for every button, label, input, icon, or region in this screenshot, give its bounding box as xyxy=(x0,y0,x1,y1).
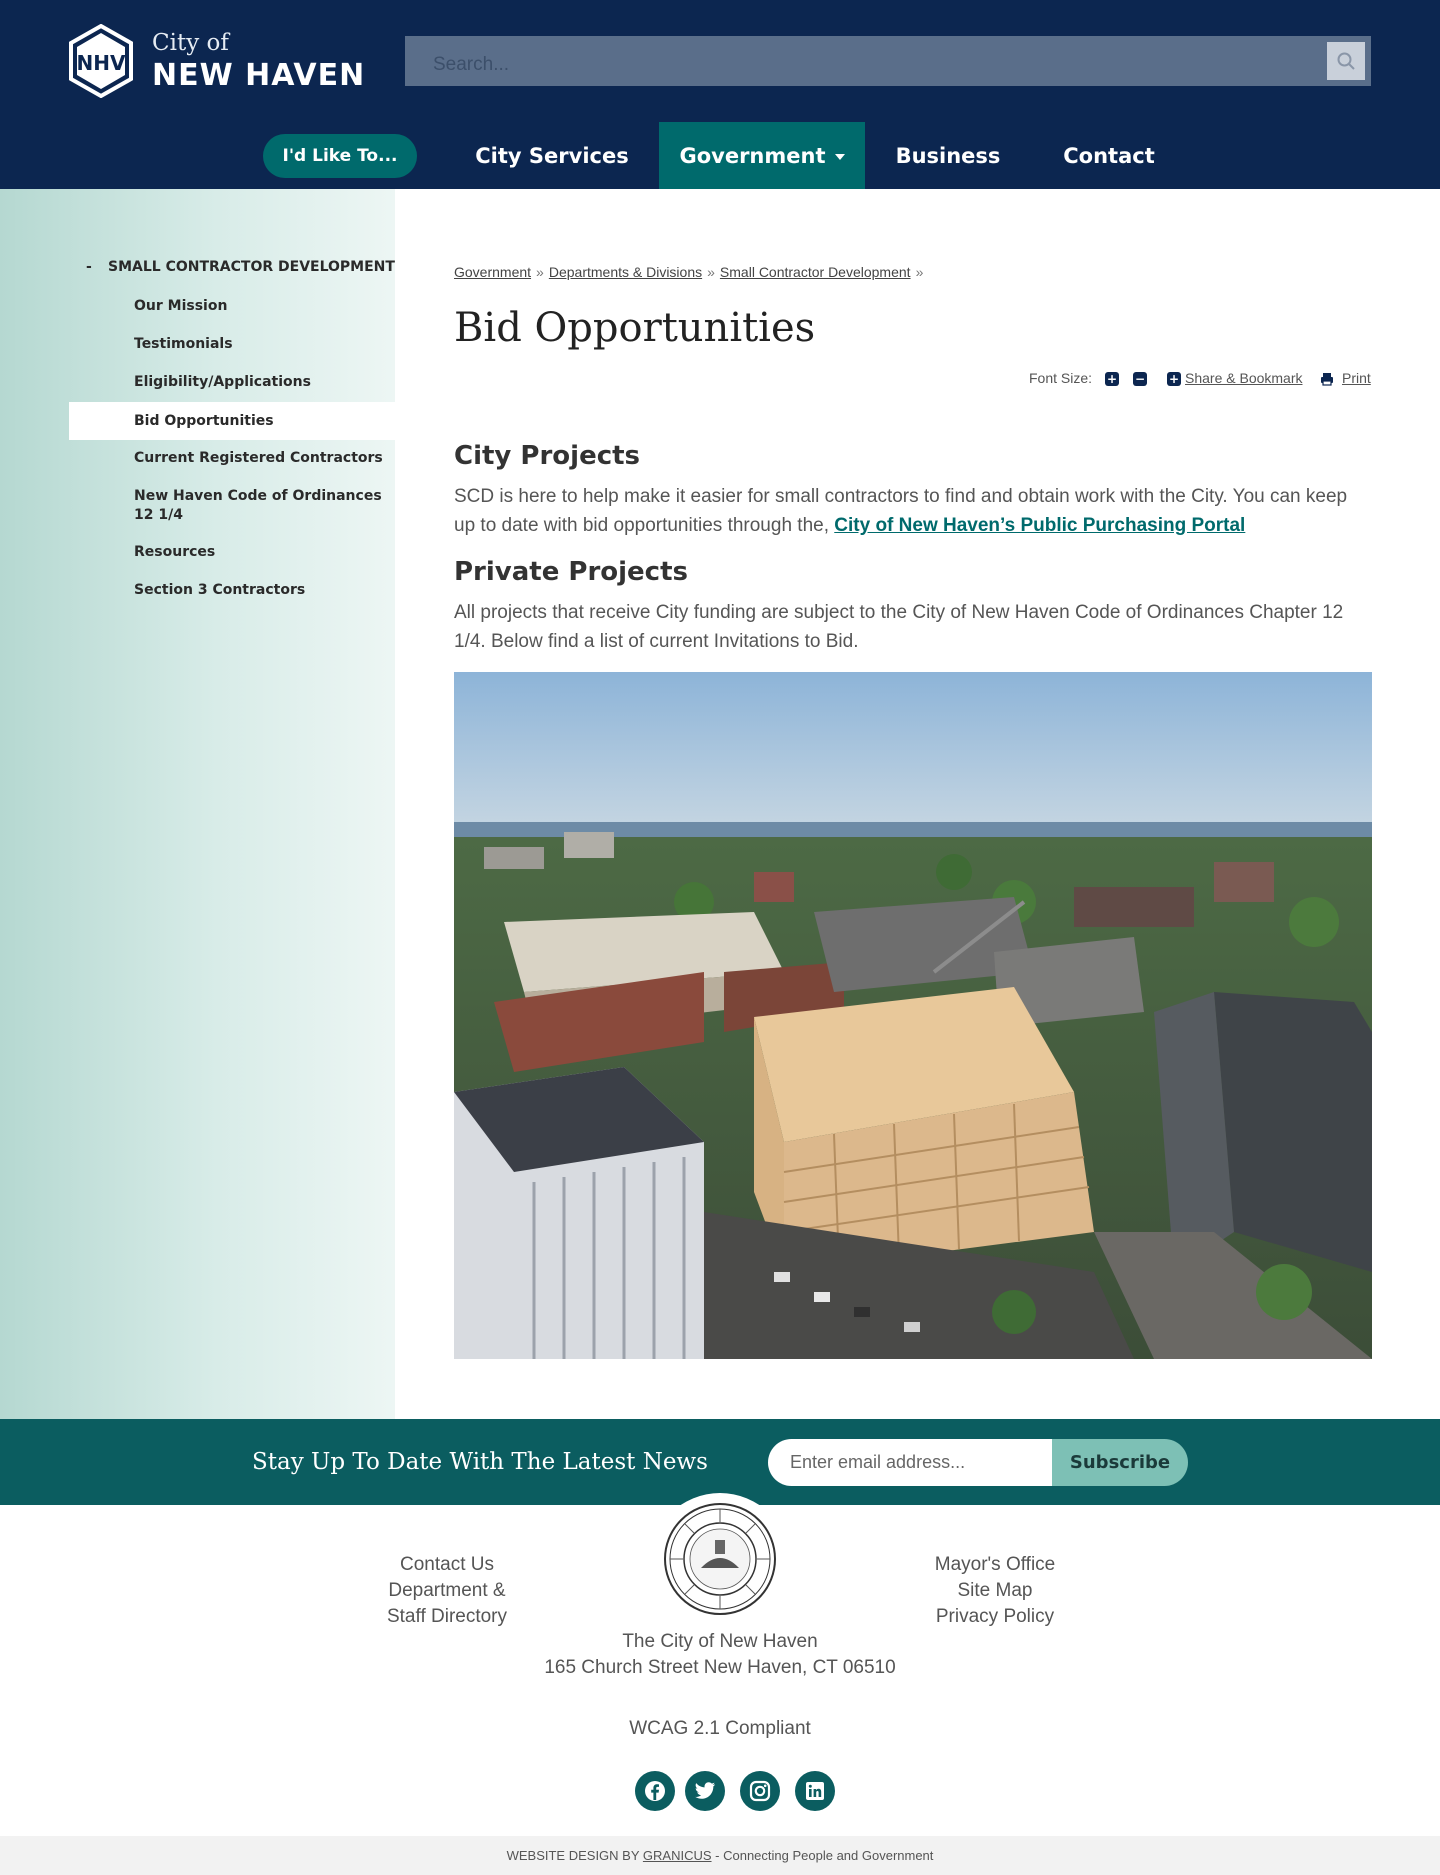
subscribe-button[interactable]: Subscribe xyxy=(1052,1439,1188,1486)
font-increase-icon[interactable]: + xyxy=(1106,372,1118,386)
twitter-icon xyxy=(694,1781,716,1801)
linkedin-link[interactable] xyxy=(795,1771,835,1811)
breadcrumb-departments[interactable]: Departments & Divisions xyxy=(548,264,703,280)
footer-address: 165 Church Street New Haven, CT 06510 xyxy=(544,1657,896,1678)
share-bookmark-link[interactable]: Share & Bookmark xyxy=(1185,370,1303,386)
instagram-link[interactable] xyxy=(740,1771,780,1811)
main-nav xyxy=(0,122,1440,189)
credit-prefix: WEBSITE DESIGN BY xyxy=(506,1848,640,1863)
email-field[interactable] xyxy=(768,1439,1053,1486)
nav-business[interactable]: Business xyxy=(895,143,1001,168)
page-title: Bid Opportunities xyxy=(454,305,816,351)
credit-bar xyxy=(0,1836,1440,1875)
nhv-shield-icon xyxy=(68,24,134,98)
private-projects-text: All projects that receive City funding are subject to the City of New Haven Code of Ordinances Chapter 12 1/4. Below find a list of current Invitations to Bid. xyxy=(454,602,1344,652)
newsletter-title: Stay Up To Date With The Latest News xyxy=(252,1449,708,1475)
font-size-label: Font Size: xyxy=(1029,370,1093,386)
seal-container xyxy=(650,1493,790,1633)
sidebar-item-registered-contractors[interactable]: Current Registered Contractors xyxy=(134,450,383,466)
svg-text:NHV: NHV xyxy=(76,51,126,75)
twitter-link[interactable] xyxy=(685,1771,725,1811)
facebook-link[interactable] xyxy=(635,1771,675,1811)
logo-new-haven-text: NEW HAVEN xyxy=(152,58,366,93)
credit-suffix: - Connecting People and Government xyxy=(715,1848,934,1863)
granicus-link[interactable]: GRANICUS xyxy=(642,1848,712,1863)
city-logo[interactable] xyxy=(68,24,368,98)
share-icon: + xyxy=(1168,372,1180,386)
footer-site-map[interactable]: Site Map xyxy=(957,1580,1033,1601)
chevron-down-icon xyxy=(835,154,845,160)
nav-contact[interactable]: Contact xyxy=(1063,143,1155,168)
sidebar-item-our-mission[interactable]: Our Mission xyxy=(134,298,228,314)
id-like-to-button[interactable]: I'd Like To... xyxy=(263,134,417,178)
font-decrease-icon[interactable]: − xyxy=(1134,372,1146,386)
nav-government-label: Government xyxy=(679,143,826,168)
footer-contact-us[interactable]: Contact Us xyxy=(400,1554,494,1575)
sidebar-item-eligibility[interactable]: Eligibility/Applications xyxy=(134,374,311,390)
logo-city-of-text: City of xyxy=(152,30,229,56)
linkedin-icon xyxy=(805,1781,825,1801)
city-projects-text xyxy=(454,482,1372,540)
search-bar xyxy=(405,36,1371,86)
sidebar-heading-label: SMALL CONTRACTOR DEVELOPMENT xyxy=(108,259,395,275)
construction-aerial-photo xyxy=(454,672,1372,1359)
city-projects-heading: City Projects xyxy=(454,441,641,471)
sidebar xyxy=(0,189,395,1419)
sidebar-item-resources[interactable]: Resources xyxy=(134,544,216,560)
nav-government[interactable] xyxy=(659,122,865,189)
print-link[interactable]: Print xyxy=(1342,370,1371,386)
breadcrumb: Government » Departments & Divisions » Small Contractor Development » xyxy=(454,264,924,280)
sidebar-item-section-3[interactable]: Section 3 Contractors xyxy=(134,582,306,598)
breadcrumb-small-contractor[interactable]: Small Contractor Development xyxy=(719,264,911,280)
search-input[interactable] xyxy=(405,36,1305,86)
footer-mayors-office[interactable]: Mayor's Office xyxy=(934,1554,1056,1575)
sidebar-item-code-of-ordinances[interactable]: New Haven Code of Ordinances 12 1/4 xyxy=(134,488,382,523)
search-button[interactable] xyxy=(1327,42,1365,80)
sidebar-heading[interactable] xyxy=(86,259,395,275)
footer-staff-directory[interactable]: Staff Directory xyxy=(386,1606,508,1627)
instagram-icon xyxy=(749,1780,771,1802)
purchasing-portal-link[interactable]: City of New Haven’s Public Purchasing Portal xyxy=(834,515,1246,536)
nav-city-services[interactable]: City Services xyxy=(475,143,629,168)
breadcrumb-government[interactable]: Government xyxy=(454,264,532,280)
collapse-icon: - xyxy=(86,259,92,275)
footer-org-name: The City of New Haven xyxy=(622,1631,818,1652)
city-seal-icon xyxy=(663,1502,777,1616)
footer-privacy-policy[interactable]: Privacy Policy xyxy=(935,1606,1055,1627)
facebook-icon xyxy=(644,1780,666,1802)
site-header xyxy=(0,0,1440,189)
footer-department-directory[interactable]: Department & xyxy=(388,1580,506,1601)
print-icon xyxy=(1320,372,1334,386)
search-icon xyxy=(1336,51,1356,71)
city-projects-body: SCD is here to help make it easier for small contractors to find and obtain work with the City. You can keep up to date with bid opportunities through the, xyxy=(454,486,1348,536)
private-projects-heading: Private Projects xyxy=(454,557,688,587)
footer-wcag: WCAG 2.1 Compliant xyxy=(629,1718,811,1739)
sidebar-item-testimonials[interactable]: Testimonials xyxy=(134,336,233,352)
sidebar-item-bid-opportunities[interactable]: Bid Opportunities xyxy=(69,402,395,440)
